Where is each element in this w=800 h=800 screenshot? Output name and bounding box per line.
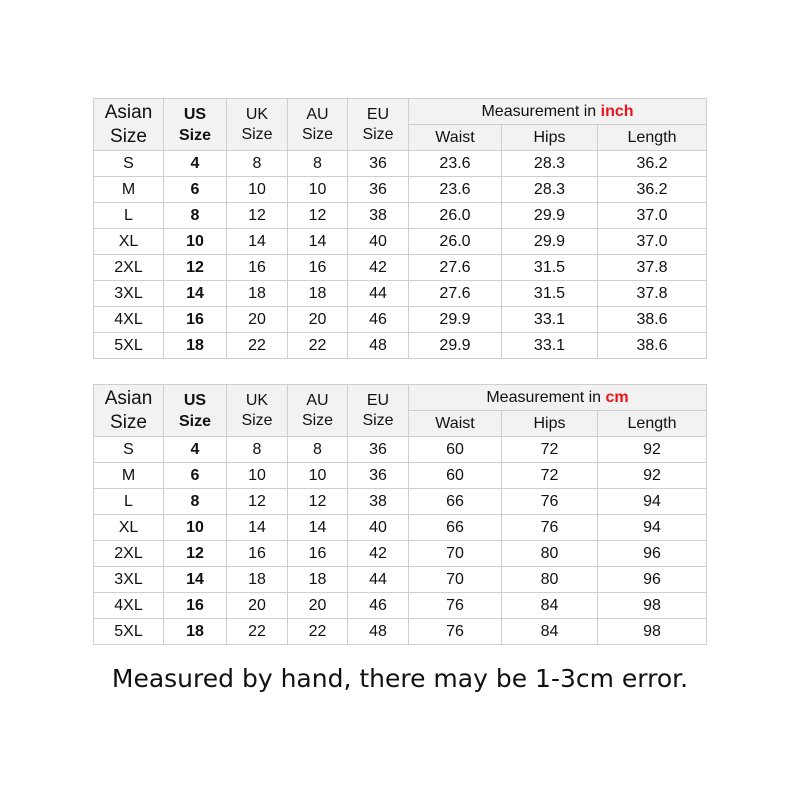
cell-us: 4	[164, 151, 227, 177]
cell-hips: 80	[502, 567, 598, 593]
cell-length: 38.6	[598, 333, 707, 359]
cell-uk: 12	[227, 203, 288, 229]
cell-uk: 20	[227, 307, 288, 333]
table-row	[94, 541, 707, 567]
cell-eu: 44	[348, 281, 409, 307]
cell-waist: 27.6	[409, 255, 502, 281]
header-eu-size: EU Size	[348, 385, 409, 437]
cell-us: 14	[164, 281, 227, 307]
cell-asian: 4XL	[94, 307, 164, 333]
size-table-inch	[93, 98, 707, 359]
cell-asian: 3XL	[94, 281, 164, 307]
cell-uk: 14	[227, 229, 288, 255]
cell-eu: 36	[348, 151, 409, 177]
cell-length: 94	[598, 489, 707, 515]
table-row	[94, 281, 707, 307]
cell-waist: 29.9	[409, 333, 502, 359]
cell-length: 92	[598, 463, 707, 489]
cell-au: 22	[288, 619, 348, 645]
cell-us: 10	[164, 515, 227, 541]
header-au-size: AU Size	[288, 99, 348, 151]
cell-eu: 46	[348, 307, 409, 333]
cell-hips: 76	[502, 489, 598, 515]
cell-uk: 22	[227, 619, 288, 645]
table-row	[94, 151, 707, 177]
header-us-size: US Size	[164, 385, 227, 437]
table-row	[94, 489, 707, 515]
cell-waist: 26.0	[409, 229, 502, 255]
cell-waist: 76	[409, 619, 502, 645]
cell-us: 10	[164, 229, 227, 255]
cell-waist: 66	[409, 515, 502, 541]
table-row	[94, 307, 707, 333]
cell-hips: 31.5	[502, 255, 598, 281]
measurement-unit: inch	[600, 102, 634, 120]
header-asian-size: Asian Size	[94, 385, 164, 437]
table-row	[94, 593, 707, 619]
cell-length: 36.2	[598, 177, 707, 203]
cell-us: 8	[164, 489, 227, 515]
cell-asian: M	[94, 177, 164, 203]
cell-us: 6	[164, 177, 227, 203]
cell-waist: 76	[409, 593, 502, 619]
footer-note: Measured by hand, there may be 1-3cm error.	[111, 664, 689, 693]
cell-eu: 38	[348, 203, 409, 229]
cell-uk: 8	[227, 437, 288, 463]
cell-au: 8	[288, 437, 348, 463]
cell-asian: M	[94, 463, 164, 489]
cell-au: 10	[288, 177, 348, 203]
cell-waist: 23.6	[409, 177, 502, 203]
cell-waist: 23.6	[409, 151, 502, 177]
header-uk-size: UK Size	[227, 385, 288, 437]
cell-eu: 44	[348, 567, 409, 593]
cell-au: 16	[288, 255, 348, 281]
cell-uk: 10	[227, 177, 288, 203]
cell-uk: 18	[227, 567, 288, 593]
cell-uk: 18	[227, 281, 288, 307]
cell-length: 98	[598, 593, 707, 619]
cell-length: 37.8	[598, 281, 707, 307]
cell-asian: L	[94, 203, 164, 229]
cell-asian: 4XL	[94, 593, 164, 619]
table-body-cm	[94, 437, 707, 645]
header-measurement: Measurement in cm	[409, 385, 707, 411]
cell-hips: 29.9	[502, 203, 598, 229]
header-length: Length	[598, 411, 707, 437]
cell-waist: 26.0	[409, 203, 502, 229]
cell-asian: 5XL	[94, 619, 164, 645]
table-row	[94, 567, 707, 593]
cell-au: 12	[288, 203, 348, 229]
cell-length: 92	[598, 437, 707, 463]
cell-au: 22	[288, 333, 348, 359]
cell-asian: 3XL	[94, 567, 164, 593]
table-row	[94, 333, 707, 359]
cell-asian: L	[94, 489, 164, 515]
cell-asian: XL	[94, 515, 164, 541]
header-au-size: AU Size	[288, 385, 348, 437]
cell-length: 96	[598, 567, 707, 593]
cell-asian: 2XL	[94, 255, 164, 281]
cell-length: 36.2	[598, 151, 707, 177]
cell-asian: S	[94, 437, 164, 463]
cell-waist: 60	[409, 437, 502, 463]
cell-us: 18	[164, 333, 227, 359]
cell-uk: 12	[227, 489, 288, 515]
cell-waist: 29.9	[409, 307, 502, 333]
cell-hips: 33.1	[502, 333, 598, 359]
cell-eu: 36	[348, 437, 409, 463]
cell-us: 8	[164, 203, 227, 229]
cell-uk: 16	[227, 255, 288, 281]
header-measurement: Measurement in inch	[409, 99, 707, 125]
table-row	[94, 437, 707, 463]
cell-au: 20	[288, 593, 348, 619]
cell-hips: 33.1	[502, 307, 598, 333]
cell-hips: 72	[502, 437, 598, 463]
table-body-inch	[94, 151, 707, 359]
cell-hips: 84	[502, 619, 598, 645]
cell-asian: XL	[94, 229, 164, 255]
cell-uk: 20	[227, 593, 288, 619]
cell-length: 37.8	[598, 255, 707, 281]
cell-eu: 40	[348, 515, 409, 541]
header-eu-size: EU Size	[348, 99, 409, 151]
cell-us: 18	[164, 619, 227, 645]
header-uk-size: UK Size	[227, 99, 288, 151]
cell-waist: 70	[409, 541, 502, 567]
cell-asian: 2XL	[94, 541, 164, 567]
cell-uk: 8	[227, 151, 288, 177]
cell-au: 20	[288, 307, 348, 333]
cell-eu: 48	[348, 619, 409, 645]
cell-eu: 42	[348, 541, 409, 567]
table-row	[94, 203, 707, 229]
cell-hips: 31.5	[502, 281, 598, 307]
cell-au: 8	[288, 151, 348, 177]
cell-eu: 38	[348, 489, 409, 515]
header-hips: Hips	[502, 125, 598, 151]
cell-hips: 80	[502, 541, 598, 567]
cell-au: 14	[288, 515, 348, 541]
cell-us: 4	[164, 437, 227, 463]
cell-uk: 16	[227, 541, 288, 567]
header-hips: Hips	[502, 411, 598, 437]
cell-asian: 5XL	[94, 333, 164, 359]
table-row	[94, 619, 707, 645]
cell-length: 37.0	[598, 203, 707, 229]
cell-hips: 28.3	[502, 151, 598, 177]
cell-au: 16	[288, 541, 348, 567]
cell-au: 18	[288, 281, 348, 307]
cell-us: 12	[164, 541, 227, 567]
cell-length: 96	[598, 541, 707, 567]
header-waist: Waist	[409, 125, 502, 151]
cell-us: 16	[164, 307, 227, 333]
cell-length: 38.6	[598, 307, 707, 333]
table-row	[94, 177, 707, 203]
cell-eu: 46	[348, 593, 409, 619]
table-row	[94, 463, 707, 489]
header-us-size: US Size	[164, 99, 227, 151]
size-table-cm	[93, 384, 707, 645]
cell-waist: 60	[409, 463, 502, 489]
cell-length: 94	[598, 515, 707, 541]
cell-uk: 14	[227, 515, 288, 541]
cell-waist: 27.6	[409, 281, 502, 307]
cell-us: 6	[164, 463, 227, 489]
cell-eu: 36	[348, 463, 409, 489]
cell-au: 14	[288, 229, 348, 255]
cell-uk: 22	[227, 333, 288, 359]
header-length: Length	[598, 125, 707, 151]
cell-hips: 72	[502, 463, 598, 489]
cell-us: 16	[164, 593, 227, 619]
cell-hips: 29.9	[502, 229, 598, 255]
cell-uk: 10	[227, 463, 288, 489]
measurement-unit: cm	[605, 388, 629, 406]
table-row	[94, 255, 707, 281]
cell-waist: 66	[409, 489, 502, 515]
table-row	[94, 229, 707, 255]
cell-au: 18	[288, 567, 348, 593]
cell-us: 12	[164, 255, 227, 281]
cell-us: 14	[164, 567, 227, 593]
cell-au: 10	[288, 463, 348, 489]
cell-hips: 84	[502, 593, 598, 619]
cell-waist: 70	[409, 567, 502, 593]
cell-au: 12	[288, 489, 348, 515]
cell-asian: S	[94, 151, 164, 177]
cell-eu: 48	[348, 333, 409, 359]
cell-eu: 42	[348, 255, 409, 281]
cell-eu: 40	[348, 229, 409, 255]
table-row	[94, 515, 707, 541]
cell-hips: 76	[502, 515, 598, 541]
header-asian-size: Asian Size	[94, 99, 164, 151]
cell-length: 37.0	[598, 229, 707, 255]
cell-hips: 28.3	[502, 177, 598, 203]
header-waist: Waist	[409, 411, 502, 437]
cell-length: 98	[598, 619, 707, 645]
cell-eu: 36	[348, 177, 409, 203]
